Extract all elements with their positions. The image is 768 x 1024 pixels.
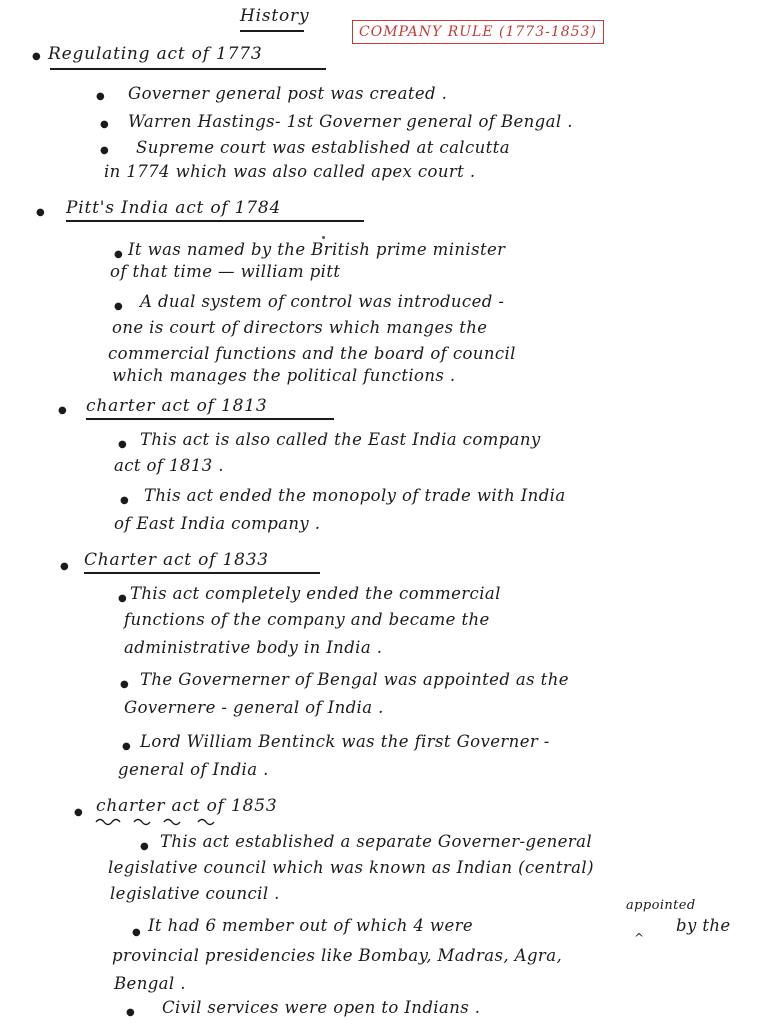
note-line: This act completely ended the commercial bbox=[130, 584, 501, 603]
bullet-dot: ● bbox=[114, 249, 123, 260]
topic-box: COMPANY RULE (1773-1853) bbox=[352, 20, 604, 44]
section-heading-charter-act-1853: charter act of 1853 bbox=[96, 796, 278, 816]
bullet-dot: ● bbox=[120, 679, 129, 690]
bullet-dot: ● bbox=[74, 807, 83, 818]
bullet-dot: ● bbox=[132, 927, 141, 938]
heading-underline bbox=[86, 418, 334, 420]
note-line: Governer general post was created . bbox=[128, 84, 448, 103]
note-line: It was named by the British prime minister bbox=[128, 240, 506, 259]
note-line: one is court of directors which manges the bbox=[112, 318, 488, 337]
note-line: by the bbox=[676, 916, 731, 935]
page-title: History bbox=[240, 6, 310, 26]
note-line: provincial presidencies like Bombay, Madras, Agra, bbox=[112, 946, 563, 965]
bullet-dot: ● bbox=[126, 1007, 135, 1018]
note-line: This act established a separate Governer-general bbox=[160, 832, 592, 851]
bullet-dot: ● bbox=[58, 405, 67, 416]
note-line: Supreme court was established at calcutta bbox=[136, 138, 510, 157]
note-line: of East India company . bbox=[114, 514, 321, 533]
note-line: administrative body in India . bbox=[124, 638, 383, 657]
note-line: in 1774 which was also called apex court . bbox=[104, 162, 476, 181]
note-line: Bengal . bbox=[114, 974, 186, 993]
section-heading-charter-act-1833: Charter act of 1833 bbox=[84, 550, 269, 570]
bullet-dot: ● bbox=[118, 439, 127, 450]
bullet-dot: ● bbox=[32, 51, 41, 62]
note-line: This act is also called the East India company bbox=[140, 430, 541, 449]
bullet-dot: ● bbox=[140, 841, 149, 852]
note-line: legislative council which was known as Indian (central) bbox=[108, 858, 594, 877]
bullet-dot: ● bbox=[114, 301, 123, 312]
note-line: of that time — william pitt bbox=[110, 262, 341, 281]
note-line: legislative council . bbox=[110, 884, 280, 903]
bullet-dot: ● bbox=[96, 91, 105, 102]
note-line: This act ended the monopoly of trade with India bbox=[144, 486, 566, 505]
insertion-note: appointed bbox=[626, 898, 696, 913]
heading-underline bbox=[50, 68, 326, 70]
bullet-dot: ● bbox=[118, 593, 127, 604]
section-heading-regulating-act: Regulating act of 1773 bbox=[48, 44, 263, 64]
note-line: which manages the political functions . bbox=[112, 366, 456, 385]
section-heading-pitts-india-act: Pitt's India act of 1784 bbox=[66, 198, 282, 218]
bullet-dot: ● bbox=[100, 119, 109, 130]
note-line: Warren Hastings- 1st Governer general of Bengal . bbox=[128, 112, 573, 131]
note-line: A dual system of control was introduced - bbox=[140, 292, 505, 311]
bullet-dot: ● bbox=[100, 145, 109, 156]
heading-underline bbox=[84, 572, 320, 574]
stray-dot bbox=[322, 236, 325, 239]
heading-underline bbox=[66, 220, 364, 222]
bullet-dot: ● bbox=[120, 495, 129, 506]
bullet-dot: ● bbox=[122, 741, 131, 752]
insertion-caret: ^ bbox=[634, 931, 645, 945]
bullet-dot: ● bbox=[60, 561, 69, 572]
note-line: The Governerner of Bengal was appointed as the bbox=[140, 670, 569, 689]
note-line: Governere - general of India . bbox=[124, 698, 384, 717]
title-underline bbox=[240, 30, 304, 32]
note-line: general of India . bbox=[118, 760, 269, 779]
note-line: It had 6 member out of which 4 were bbox=[148, 916, 474, 935]
note-line: Civil services were open to Indians . bbox=[162, 998, 481, 1017]
heading-wavy-underline bbox=[94, 816, 254, 828]
bullet-dot: ● bbox=[36, 207, 45, 218]
section-heading-charter-act-1813: charter act of 1813 bbox=[86, 396, 268, 416]
note-line: Lord William Bentinck was the first Governer - bbox=[140, 732, 550, 751]
note-line: functions of the company and became the bbox=[124, 610, 490, 629]
note-line: act of 1813 . bbox=[114, 456, 224, 475]
note-line: commercial functions and the board of council bbox=[108, 344, 516, 363]
